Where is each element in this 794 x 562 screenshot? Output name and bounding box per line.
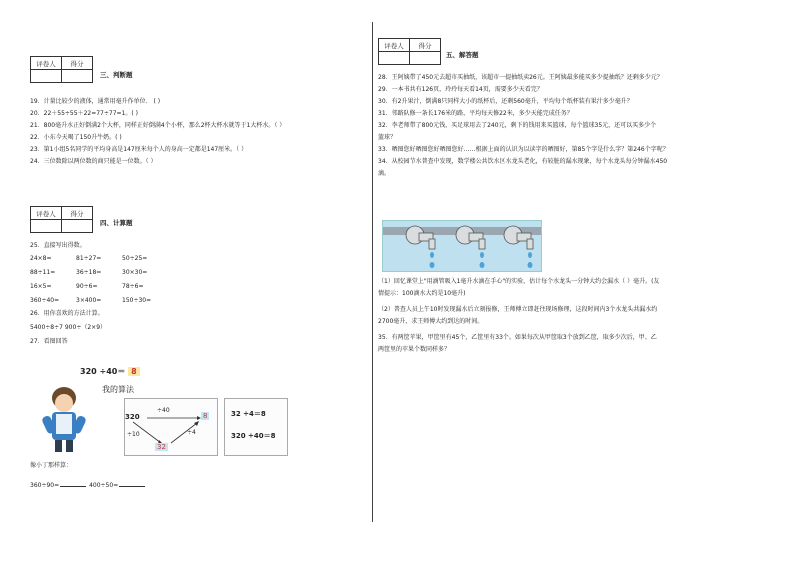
pic-eq-text: 320 ÷40＝	[80, 367, 126, 376]
q29: 29．一本书共有126页，玲玲每天看14页，需要多少天看完？	[378, 86, 543, 93]
arith-cell: 24×8=	[30, 255, 52, 262]
arith-cell: 36÷18=	[76, 269, 102, 276]
answer-blank[interactable]	[119, 480, 145, 487]
q23: 23．第1小组5名同学的平均身高是147厘米每个人的身高一定都是147厘米。（ ）	[30, 146, 248, 153]
q28: 28．王阿姨带了450元去超市买抽纸，该超市一提抽纸卖26元。王阿姨最多能买多少提抽纸？还剩多少元？	[378, 74, 663, 81]
imitate-exprs	[30, 480, 146, 492]
arith-row	[30, 280, 168, 294]
diagram-32: 32	[157, 443, 166, 451]
arith-cell: 90÷6=	[76, 283, 98, 290]
arith-cell: 3×400=	[76, 297, 102, 304]
q33: 33．晒图您好晒图您好晒图您好……根据上面的认识为以读字的晒图好，第85个字是什么字？第246个字呢？	[378, 146, 669, 153]
diagram-div40: ÷40	[157, 407, 170, 414]
imitate-expr-a: 360÷90=	[30, 482, 60, 489]
q34-2: （2）普查人员上午10时发现漏水后立刻报修，王师傅立即赶往现场修理，这段时间内3个水龙头共漏水约	[378, 306, 658, 313]
arith-cell: 30×30=	[122, 269, 148, 276]
score-table-5	[378, 38, 441, 65]
score-cell	[62, 220, 93, 233]
q35-cont: 两筐里的苹果个数同样多？	[378, 346, 451, 353]
q34-parts	[378, 276, 659, 356]
reviewer-cell	[31, 220, 62, 233]
q34: 34．从校园节水普查中发现，数学楼公共饮水区水龙头老化，有较脏的漏水现象，每个水龙头每分钟漏水450	[378, 158, 668, 165]
reviewer-cell	[379, 52, 410, 65]
q25-block	[30, 240, 168, 348]
q26-expr: 5400÷8÷7 900÷（2×9）	[30, 324, 107, 331]
arith-cell: 81÷27=	[76, 255, 102, 262]
diagram-div4: ÷4	[187, 429, 196, 436]
faucet-icon	[383, 221, 541, 271]
diagram-div10: ÷10	[127, 431, 140, 438]
score-table-4	[30, 206, 93, 233]
pic-answer: 8	[128, 367, 140, 376]
q34-1-cont: 情提示：100滴水大约是10毫升)	[378, 290, 466, 297]
section4-title: 四、计算题	[100, 219, 133, 227]
column-divider	[372, 22, 373, 522]
method-diagram	[124, 398, 218, 456]
score-cell	[62, 70, 93, 83]
q20: 20．22＋55÷55＋22=77÷77=1。( )	[30, 110, 138, 117]
arith-cell: 360÷40=	[30, 297, 60, 304]
score-label: 得分	[410, 39, 441, 52]
imitate-label: 像小丁那样算：	[30, 462, 73, 469]
method-equations	[224, 398, 288, 456]
section5-items	[378, 72, 669, 180]
imitate-expr-b: 400÷50=	[89, 482, 119, 489]
my-method-title: 我的算法	[102, 385, 134, 394]
arith-cell: 78÷6=	[122, 283, 144, 290]
arith-row	[30, 266, 168, 280]
q30: 30．有2升果汁，倒满8只同样大小的纸杯后，还剩560毫升，平均每个纸杯装有果汁多少毫升？	[378, 98, 633, 105]
q31: 31．邻路队修一条长176米的路，平均每天修22米，多少天能完成任务？	[378, 110, 573, 117]
section3-items	[30, 96, 285, 168]
arith-cell: 88÷11=	[30, 269, 56, 276]
score-label: 得分	[62, 57, 93, 70]
q26: 26．用你喜欢的方法计算。	[30, 310, 104, 317]
q21: 21．800毫升水正好倒满2个大杯，同样正好倒满4个小杯，那么2杯大杯水就等于1大杯水。（ ）	[30, 122, 286, 129]
pic-equation	[80, 366, 140, 377]
section3-title: 三、判断题	[100, 71, 133, 79]
q32-cont: 篮球？	[378, 134, 397, 141]
q34-1: （1）回忆课堂上"用滴管吸入1毫升水滴在手心"的实验，估计每个水龙头一分钟大约会漏水（ ）毫升。(友	[378, 278, 660, 285]
q34-2-cont: 2700毫升，求王师傅大约到达的时间。	[378, 318, 484, 325]
method-eq2: 320 ÷40＝8	[231, 432, 276, 440]
q19: 19．计量比较少的液体，通常用毫升作单位． ( )	[30, 98, 161, 105]
arith-cell: 16×5=	[30, 283, 52, 290]
score-label: 得分	[62, 207, 93, 220]
diagram-320: 320	[125, 413, 140, 421]
q24: 24．三位数除以两位数的商只能是一位数。（ ）	[30, 158, 157, 165]
arith-cell: 150÷30=	[122, 297, 152, 304]
arith-row	[30, 252, 168, 266]
diagram-8: 8	[203, 412, 208, 420]
reviewer-label: 评卷人	[31, 57, 62, 70]
reviewer-label: 评卷人	[379, 39, 410, 52]
boy-illustration-icon	[34, 384, 94, 454]
section5-title: 五、解答题	[446, 51, 479, 59]
score-table-3	[30, 56, 93, 83]
q35: 35．有两筐苹果，甲筐里有45个，乙筐里有33个。如果每次从甲筐取3个放到乙筐，取多少次后，甲、乙	[378, 334, 657, 341]
q22: 22．小东今天喝了150升牛奶。( )	[30, 134, 122, 141]
arith-cell: 50÷25=	[122, 255, 148, 262]
q32: 32．李老师带了800元钱，买足球用去了240元，剩下的钱用来买篮球，每个篮球35元，还可以买多少个	[378, 122, 657, 129]
method-eq1: 32 ÷4＝8	[231, 410, 266, 418]
method-arrows-icon	[125, 399, 217, 455]
q25: 25．直接写出得数。	[30, 242, 86, 249]
reviewer-cell	[31, 70, 62, 83]
faucet-illustration	[382, 220, 542, 272]
answer-blank[interactable]	[60, 480, 86, 487]
q27: 27．看图回答	[30, 338, 68, 345]
reviewer-label: 评卷人	[31, 207, 62, 220]
arith-row	[30, 294, 168, 308]
score-cell	[410, 52, 441, 65]
q34-cont: 滴。	[378, 170, 391, 177]
